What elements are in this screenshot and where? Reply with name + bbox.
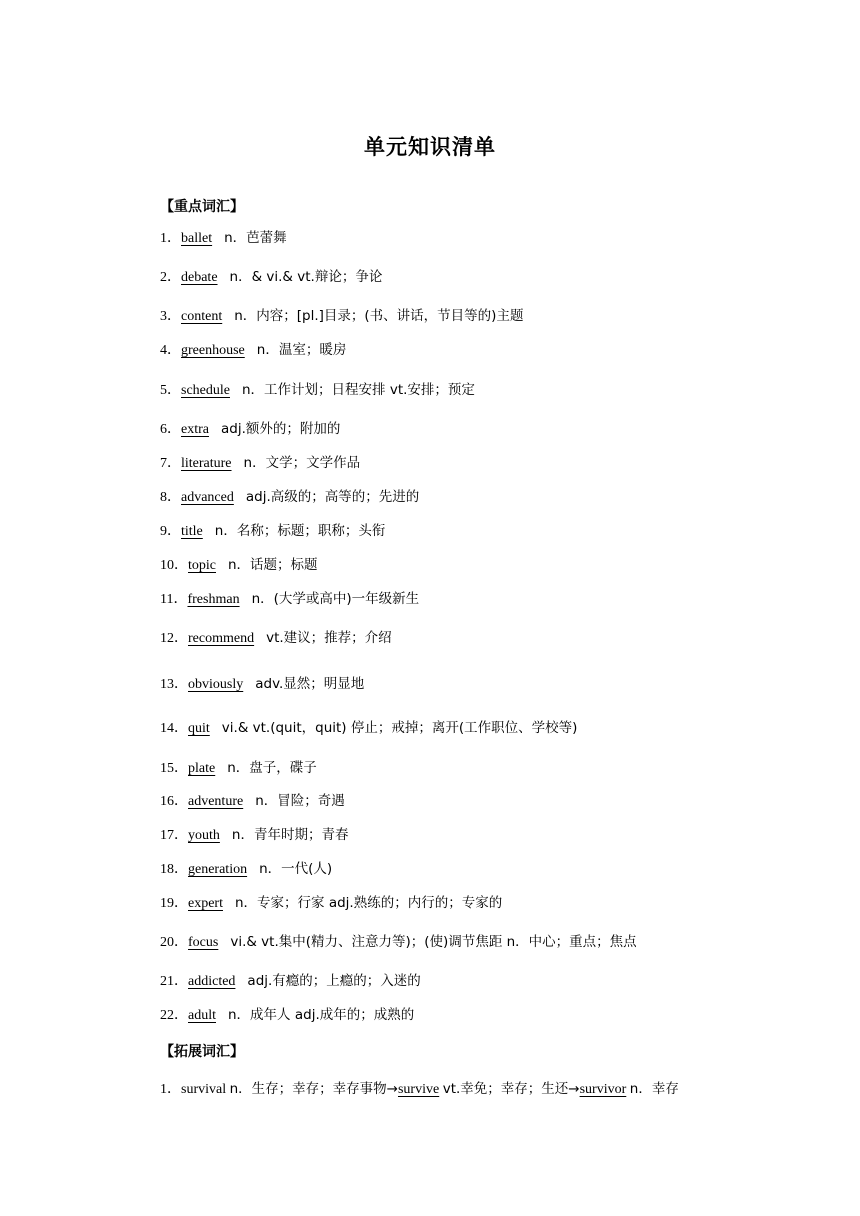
vocab-entry [160, 522, 385, 541]
vocab-entry [160, 792, 345, 811]
entry-number: 1． [160, 231, 181, 246]
entry-number: 13． [160, 677, 188, 692]
entry-number: 16． [160, 794, 188, 809]
entry-number: 8． [160, 490, 181, 505]
vocab-word: freshman [187, 592, 240, 607]
vocab-word: content [181, 309, 223, 324]
vocab-entry [160, 894, 502, 913]
entry-number: 4． [160, 343, 181, 358]
vocab-definition: n．芭蕾舞 [224, 230, 287, 246]
entry-number: 5． [160, 383, 181, 398]
section-heading-extended-vocab: 【拓展词汇】 [160, 1044, 244, 1060]
vocab-definition: adj.有瘾的；上瘾的；入迷的 [247, 973, 421, 989]
related-word: survivor [579, 1082, 627, 1097]
vocab-entry [160, 972, 421, 991]
vocab-entry [160, 675, 364, 694]
section-heading-key-vocab: 【重点词汇】 [160, 199, 244, 215]
vocab-word: plate [188, 761, 216, 776]
vocab-entry [160, 933, 637, 952]
page-title: 单元知识清单 [364, 135, 496, 159]
vocab-definition: adj.额外的；附加的 [220, 421, 341, 437]
vocab-definition: n．名称；标题；职称；头衔 [214, 523, 386, 539]
vocab-definition: vt.建议；推荐；介绍 [266, 630, 392, 646]
entry-number: 14． [160, 721, 188, 736]
vocab-word: obviously [188, 677, 244, 692]
vocab-entry [160, 420, 340, 439]
vocab-entry [160, 759, 317, 778]
vocab-word: advanced [181, 490, 234, 505]
vocab-definition: n．文学；文学作品 [243, 455, 361, 471]
vocab-definition: n．生存；幸存；幸存事物→ [229, 1081, 398, 1097]
vocab-word: expert [188, 896, 223, 911]
entry-number: 15． [160, 761, 188, 776]
entry-number: 10． [160, 558, 188, 573]
vocab-definition: adv.显然；明显地 [255, 676, 365, 692]
vocab-definition: n．盘子，碟子 [227, 760, 317, 776]
vocab-word: topic [188, 558, 216, 573]
vocab-definition: n．温室；暖房 [256, 342, 347, 358]
entry-number: 19． [160, 896, 188, 911]
vocab-entry [160, 590, 419, 609]
vocab-word: greenhouse [181, 343, 245, 358]
vocab-definition: n．幸存 [629, 1081, 679, 1097]
vocab-definition: n．专家；行家 adj.熟练的；内行的；专家的 [234, 895, 503, 911]
vocab-entry [160, 307, 523, 326]
extended-vocab-entry [160, 1080, 679, 1099]
entry-number: 21． [160, 974, 188, 989]
entry-number: 6． [160, 422, 181, 437]
vocab-word: literature [181, 456, 232, 471]
entry-number: 2． [160, 270, 181, 285]
entry-number: 9． [160, 524, 181, 539]
vocab-word: debate [181, 270, 218, 285]
vocab-entry [160, 454, 360, 473]
vocab-definition: n．青年时期；青春 [231, 827, 349, 843]
vocab-entry [160, 341, 346, 360]
vocab-entry [160, 556, 318, 575]
vocab-word: quit [188, 721, 210, 736]
vocab-word: ballet [181, 231, 213, 246]
vocab-word: extra [181, 422, 209, 437]
vocab-definition: adj.高级的；高等的；先进的 [245, 489, 420, 505]
entry-number: 17． [160, 828, 188, 843]
entry-number: 20． [160, 935, 188, 950]
vocab-definition: n．& vi.& vt.辩论；争论 [229, 269, 383, 285]
vocab-entry [160, 860, 332, 879]
vocab-word: adult [188, 1008, 216, 1023]
entry-number: 12． [160, 631, 188, 646]
vocab-word: survival [181, 1082, 227, 1097]
vocab-definition: vt.幸免；幸存；生还→ [442, 1081, 580, 1097]
vocab-entry [160, 268, 382, 287]
vocab-entry [160, 826, 348, 845]
entry-number: 22． [160, 1008, 188, 1023]
vocab-entry [160, 488, 419, 507]
vocab-entry [160, 381, 475, 400]
vocab-definition: vi.& vt.集中(精力、注意力等)；(使)调节焦距 n．中心；重点；焦点 [230, 934, 637, 950]
vocab-entry [160, 1006, 414, 1025]
vocab-definition: vi.& vt.(quit，quit) 停止；戒掉；离开(工作职位、学校等) [221, 720, 578, 736]
vocab-entry [160, 229, 287, 248]
vocab-definition: n．话题；标题 [228, 557, 318, 573]
vocab-word: generation [188, 862, 248, 877]
entry-number: 3． [160, 309, 181, 324]
vocab-entry [160, 629, 392, 648]
vocab-word: adventure [188, 794, 244, 809]
vocab-definition: n．成年人 adj.成年的；成熟的 [228, 1007, 415, 1023]
entry-number: 18． [160, 862, 188, 877]
vocab-word: addicted [188, 974, 236, 989]
vocab-definition: n．内容；[pl.]目录；(书、讲话，节目等的)主题 [234, 308, 524, 324]
entry-number: 11． [160, 592, 188, 607]
vocab-definition: n．工作计划；日程安排 vt.安排；预定 [241, 382, 475, 398]
vocab-word: focus [188, 935, 219, 950]
entry-number: 7． [160, 456, 181, 471]
related-word: survive [397, 1082, 440, 1097]
entry-number: 1． [160, 1082, 181, 1097]
vocab-definition: n．(大学或高中)一年级新生 [251, 591, 420, 607]
vocab-word: youth [188, 828, 220, 843]
vocab-definition: n．冒险；奇遇 [255, 793, 345, 809]
vocab-definition: n．一代(人) [259, 861, 333, 877]
vocab-word: recommend [188, 631, 255, 646]
vocab-entry [160, 719, 577, 738]
vocab-word: schedule [181, 383, 230, 398]
vocab-word: title [181, 524, 203, 539]
